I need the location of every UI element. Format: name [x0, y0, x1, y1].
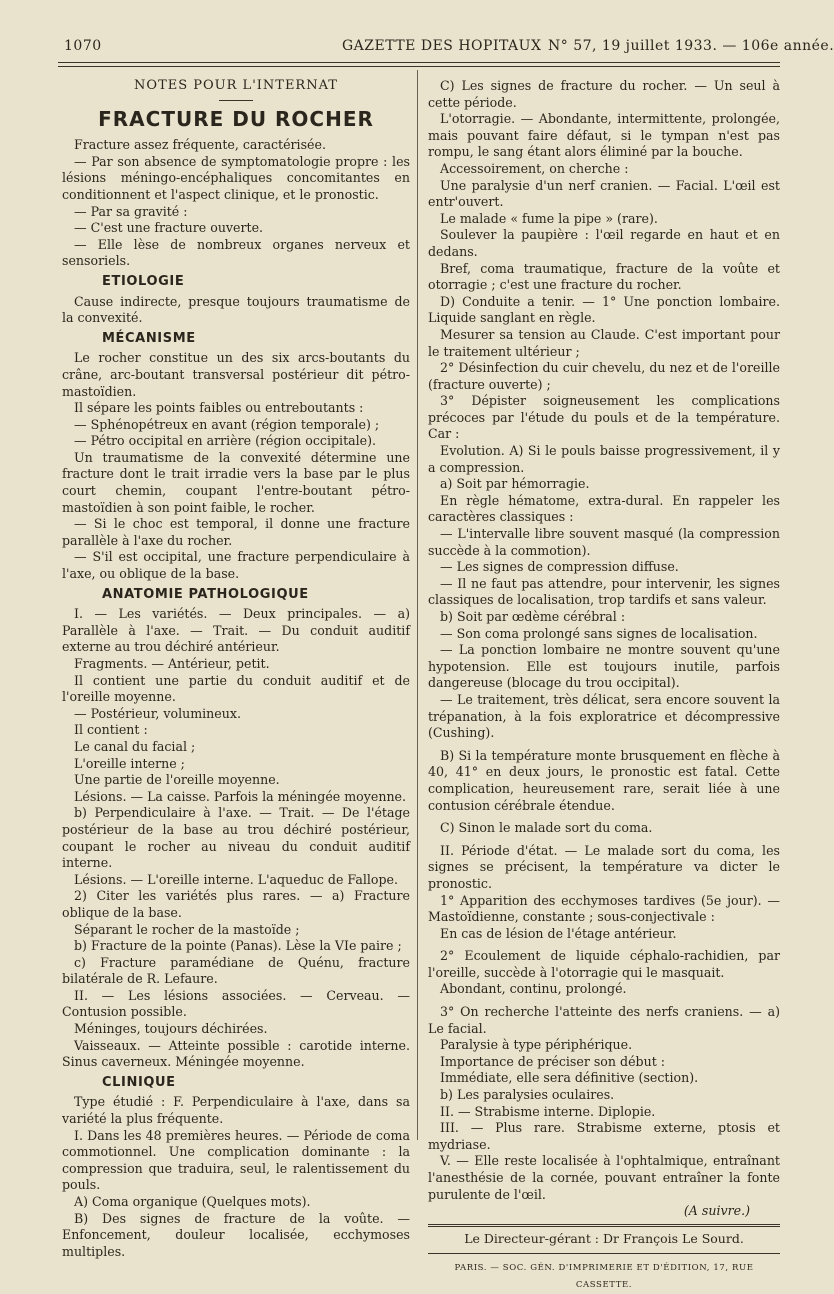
paragraph: Une partie de l'oreille moyenne. [74, 772, 280, 788]
paragraph: — C'est une fracture ouverte. [74, 220, 264, 236]
paragraph: Abondant, continu, prolongé. [440, 981, 627, 997]
right-column [428, 78, 780, 1294]
footer-rule-lower [428, 1253, 780, 1254]
paragraph: — La ponction lombaire ne montre souvent qu'une hypotension. Elle est toujours inutile, parfois dangereuse (blocage du trou occipital). [428, 642, 780, 691]
paragraph: Le canal du facial ; [74, 738, 196, 754]
paragraph: En règle hématome, extra-dural. En rappeler les caractères classiques : [428, 492, 780, 525]
paragraph: Le rocher constitue un des six arcs-boutants du crâne, arc-boutant transversal postérieur dit pétro-mastoïdien. [62, 350, 410, 399]
paragraph: Soulever la paupière : l'œil regarde en haut et en dedans. [428, 227, 780, 259]
paragraph: 2) Citer les variétés plus rares. — a) Fracture oblique de la base. [62, 888, 410, 920]
page-number: 1070 [64, 38, 102, 54]
paragraph: — L'intervalle libre souvent masqué (la compression succède à la commotion). [428, 526, 780, 558]
paragraph: Importance de préciser son début : [440, 1053, 665, 1069]
paragraph: — Son coma prolongé sans signes de localisation. [440, 625, 758, 641]
paragraph: Une paralysie d'un nerf cranien. — Facial. L'œil est entr'ouvert. [428, 177, 780, 210]
paragraph: Accessoirement, on cherche : [440, 160, 629, 176]
right-column-text [428, 78, 780, 1220]
paragraph: Lésions. — L'oreille interne. L'aqueduc de Fallope. [74, 871, 398, 887]
paragraph: Fragments. — Antérieur, petit. [74, 656, 270, 671]
paragraph: Il contient une partie du conduit auditif et de l'oreille moyenne. [62, 672, 410, 705]
article-title: FRACTURE DU ROCHER [98, 106, 374, 131]
paragraph: — Si le choc est temporal, il donne une fracture parallèle à l'axe du rocher. [62, 516, 410, 548]
paragraph: — Le traitement, très délicat, sera encore souvent la trépanation, à la fois exploratrice et décompressive (Cushing). [428, 691, 780, 741]
paragraph: B) Si la température monte brusquement en flèche à 40, 41° en deux jours, le pronostic est fatal. Cette complication, heureusement rare, serait liée à une contusion cérébrale étendue. [428, 747, 780, 813]
header-rule [58, 62, 780, 63]
paragraph: a) Soit par hémorragie. [440, 476, 590, 492]
directeur-gerant: Le Directeur-gérant : Dr François Le Sourd. [464, 1230, 744, 1246]
paragraph: 2° Désinfection du cuir chevelu, du nez et de l'oreille (fracture ouverte) ; [428, 360, 780, 392]
header-rule-second [58, 66, 780, 67]
paragraph: 2° Ecoulement de liquide céphalo-rachidien, par l'oreille, succède à l'otorragie qui le masquait. [428, 948, 780, 980]
issue-date: N° 57, 19 juillet 1933. — 106e année. [548, 38, 834, 54]
footer-rule [428, 1224, 780, 1227]
paragraph: c) Fracture paramédiane de Quénu, fracture bilatérale de R. Lefaure. [62, 954, 410, 987]
paragraph: II. — Strabisme interne. Diplopie. [440, 1103, 656, 1119]
section-heading: MÉCANISME [102, 330, 196, 346]
paragraph: Lésions. — La caisse. Parfois la méningée moyenne. [74, 788, 407, 804]
paragraph: D) Conduite a tenir. — 1° Une ponction lombaire. Liquide sanglant en règle. [428, 293, 780, 326]
paragraph: — Les signes de compression diffuse. [440, 559, 679, 575]
paragraph: b) Perpendiculaire à l'axe. — Trait. — De l'étage postérieur de la base au trou déchiré postérieur, coupant le rocher au niveau du conduit auditif interne. [62, 805, 410, 871]
paragraph: 1° Apparition des ecchymoses tardives (5e jour). — Mastoïdienne, constante ; sous-conjectivale : [428, 892, 780, 925]
paragraph: Immédiate, elle sera définitive (section). [440, 1070, 699, 1086]
paragraph: I. Dans les 48 premières heures. — Période de coma commotionnel. Une complication dominante : la compression que traduira, seul, le ralentissement du pouls. [62, 1127, 410, 1193]
paragraph: Le malade « fume la pipe » (rare). [440, 210, 658, 226]
paragraph: — Elle lèse de nombreux organes nerveux et sensoriels. [62, 236, 410, 269]
paragraph: Type étudié : F. Perpendiculaire à l'axe, dans sa variété la plus fréquente. [62, 1094, 410, 1127]
section-heading: ETIOLOGIE [102, 273, 185, 289]
column-divider [417, 70, 418, 1140]
paragraph: Fracture assez fréquente, caractérisée. [74, 137, 326, 153]
printer-imprint: PARIS. — SOC. GÉN. D'IMPRIMERIE ET D'ÉDITION, 17, RUE CASSETTE. [454, 1263, 754, 1290]
paragraph: — Postérieur, volumineux. [74, 705, 241, 721]
section-heading: CLINIQUE [102, 1074, 176, 1090]
paragraph: Vaisseaux. — Atteinte possible : carotide interne. Sinus caverneux. Méningée moyenne. [62, 1037, 410, 1070]
section-heading: ANATOMIE PATHOLOGIQUE [102, 586, 309, 602]
paragraph: C) Sinon le malade sort du coma. [440, 820, 653, 836]
paragraph: II. — Les lésions associées. — Cerveau. — Contusion possible. [62, 987, 410, 1020]
paragraph: — Par sa gravité : [74, 203, 188, 219]
paragraph: Un traumatisme de la convexité détermine une fracture dont le trait irradie vers la base par le plus court chemin, coupant l'entre-boutant pétro-mastoïdien à son point faible, le rocher. [62, 449, 410, 515]
paragraph: — Pétro occipital en arrière (région occipitale). [74, 433, 377, 449]
paragraph: A) Coma organique (Quelques mots). [74, 1194, 311, 1209]
paragraph: — Par son absence de symptomatologie propre : les lésions méningo-encéphaliques concomitantes en conditionnent et l'aspect clinique, et le pronostic. [62, 153, 410, 202]
paragraph: Mesurer sa tension au Claude. C'est important pour le traitement ultérieur ; [428, 326, 780, 359]
paragraph: Séparant le rocher de la mastoïde ; [74, 921, 300, 937]
paragraph: I. — Les variétés. — Deux principales. — a) Parallèle à l'axe. — Trait. — Du conduit auditif externe au trou déchiré antérieur. [62, 606, 410, 655]
paragraph: 3° On recherche l'atteinte des nerfs craniens. — a) Le facial. [428, 1004, 780, 1036]
paragraph: b) Les paralysies oculaires. [440, 1087, 615, 1103]
journal-title: GAZETTE DES HOPITAUX [342, 38, 542, 54]
page-header [0, 38, 834, 60]
paragraph: L'oreille interne ; [74, 755, 185, 771]
paragraph: b) Fracture de la pointe (Panas). Lèse la VIe paire ; [74, 938, 402, 954]
paragraph: En cas de lésion de l'étage antérieur. [440, 925, 677, 941]
paragraph: V. — Elle reste localisée à l'ophtalmique, entraînant l'anesthésie de la cornée, pouvant entraîner la fonte purulente de l'œil. [428, 1153, 780, 1202]
paragraph: — Sphénopétreux en avant (région temporale) ; [74, 416, 380, 432]
paragraph: b) Soit par œdème cérébral : [440, 609, 626, 624]
paragraph: Il sépare les points faibles ou entreboutants : [74, 400, 364, 416]
title-rule [219, 100, 253, 101]
paragraph: Paralysie à type périphérique. [440, 1037, 633, 1053]
paragraph: III. — Plus rare. Strabisme externe, ptosis et mydriase. [428, 1120, 780, 1152]
paragraph: — S'il est occipital, une fracture perpendiculaire à l'axe, ou oblique de la base. [62, 549, 410, 582]
left-column [62, 78, 410, 1260]
paragraph: Evolution. A) Si le pouls baisse progressivement, il y a compression. [428, 443, 780, 475]
paragraph: C) Les signes de fracture du rocher. — Un seul à cette période. [428, 78, 780, 110]
paragraph: B) Des signes de fracture de la voûte. — Enfoncement, douleur localisée, ecchymoses multiples. [62, 1210, 410, 1259]
paragraph: 3° Dépister soigneusement les complications précoces par l'étude du pouls et de la température. Car : [428, 393, 780, 442]
paragraph: L'otorragie. — Abondante, intermittente, prolongée, mais pouvant faire défaut, si le tympan n'est pas rompu, le sang étant alors éliminé par la bouche. [428, 111, 780, 160]
paragraph: Méninges, toujours déchirées. [74, 1021, 268, 1037]
paragraph: Cause indirecte, presque toujours traumatisme de la convexité. [62, 293, 410, 326]
paragraph: — Il ne faut pas attendre, pour intervenir, les signes classiques de localisation, trop tardifs et sans valeur. [428, 575, 780, 608]
to-be-continued: (A suivre.) [683, 1203, 750, 1219]
paragraph: II. Période d'état. — Le malade sort du coma, les signes se précisent, la température va dicter le pronostic. [428, 842, 780, 891]
section-kicker: NOTES POUR L'INTERNAT [134, 78, 338, 93]
paragraph: Bref, coma traumatique, fracture de la voûte et otorragie ; c'est une fracture du rocher. [428, 260, 780, 293]
paragraph: Il contient : [74, 722, 148, 738]
